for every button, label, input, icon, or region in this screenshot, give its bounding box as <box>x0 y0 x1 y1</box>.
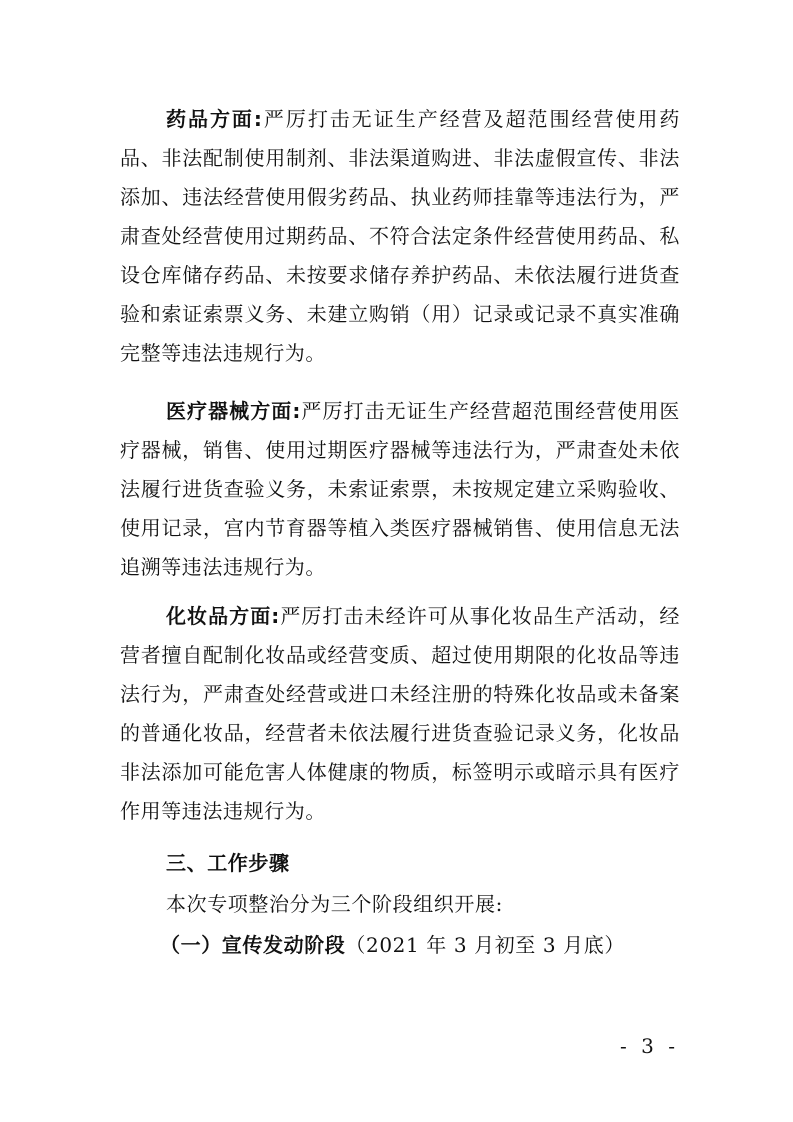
section-text-devices: 严厉打击无证生产经营超范围经营使用医疗器械，销售、使用过期医疗器械等违法行为，严肃查处未依法履行进货查验义务，未索证索票，未按规定建立采购验收、使用记录，宫内节育器等植入类医疗器械销售、使用信息无法追溯等违法违规行为。 <box>120 399 680 579</box>
section-label-cosmetics: 化妆品方面: <box>166 604 280 628</box>
section-label-drugs: 药品方面: <box>166 107 263 131</box>
section-label-devices: 医疗器械方面: <box>166 399 301 423</box>
paragraph-cosmetics <box>120 597 680 831</box>
section-text-drugs: 严厉打击无证生产经营及超范围经营使用药品、非法配制使用制剂、非法渠道购进、非法虚假宣传、非法添加、违法经营使用假劣药品、执业药师挂靠等违法行为，严肃查处经营使用过期药品、不符合法定条件经营使用药品、私设仓库储存药品、未按要求储存养护药品、未依法履行进货查验和索证索票义务、未建立购销（用）记录或记录不真实准确完整等违法违规行为。 <box>120 107 680 365</box>
stage-heading-publicity <box>160 926 625 965</box>
paragraph-drugs <box>120 100 680 373</box>
paragraph-medical-devices <box>120 392 680 587</box>
page-number: - 3 - <box>620 1034 679 1058</box>
section-heading-work-steps: 三、工作步骤 <box>166 851 290 875</box>
intro-text: 本次专项整治分为三个阶段组织开展: <box>166 892 503 916</box>
stage-period: （2021 年 3 月初至 3 月底） <box>345 933 625 957</box>
stage-label: （一）宣传发动阶段 <box>160 933 346 957</box>
section-text-cosmetics: 严厉打击未经许可从事化妆品生产活动，经营者擅自配制化妆品或经营变质、超过使用期限的化妆品等违法行为，严肃查处经营或进口未经注册的特殊化妆品或未备案的普通化妆品，经营者未依法履行进货查验记录义务，化妆品非法添加可能危害人体健康的物质，标签明示或暗示具有医疗作用等违法违规行为。 <box>120 604 680 823</box>
